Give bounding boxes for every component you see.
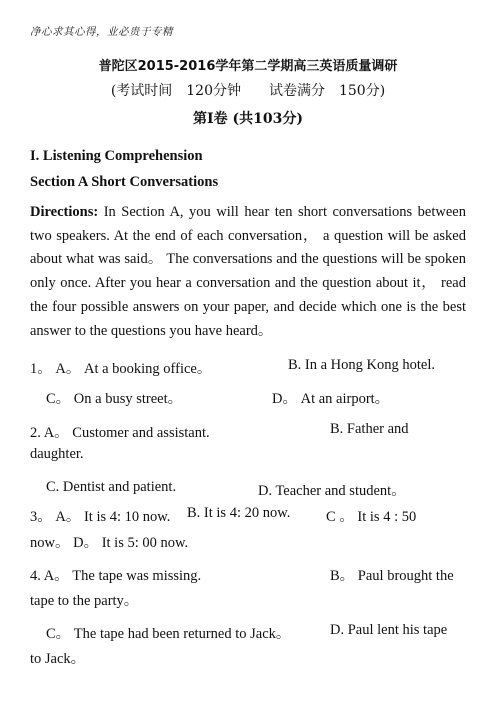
q4-option-a: 4. A。 The tape was missing. xyxy=(30,568,202,584)
q3-option-d: now。 D。 It is 5: 00 now. xyxy=(30,535,189,551)
q4-option-c: C。 The tape had been returned to Jack。 xyxy=(46,626,291,642)
q1-option-c: C。 On a busy street。 xyxy=(46,391,183,407)
q3-option-c: C 。 It is 4 : 50 xyxy=(326,509,417,525)
q2-option-c: C. Dentist and patient. xyxy=(46,479,177,495)
q4-option-b-continued: tape to the party。 xyxy=(30,593,139,609)
directions-label: Directions: xyxy=(30,204,99,220)
q2-option-b-continued: daughter. xyxy=(30,446,84,462)
q1-option-b: B. In a Hong Kong hotel. xyxy=(288,357,435,373)
q2-option-a: 2. A。 Customer and assistant. xyxy=(30,425,210,441)
header-motto: 净心求其心得，业必贵于专精 xyxy=(30,26,173,38)
q1-option-a: 1。 A。 At a booking office。 xyxy=(30,361,212,377)
q3-option-a: 3。 A。 It is 4: 10 now. xyxy=(30,509,171,525)
part-heading: I. Listening Comprehension xyxy=(30,148,203,164)
directions-text: In Section A, you will hear ten short conversations between two speakers. At the end of each conversation， a question will be asked about what was said。 The conversations and the questions will be spoken only once. After you hear a conversation and the question about it， read the four possible answers on your paper, and decide which one is the best answer to the questions you have heard。 xyxy=(30,204,466,339)
q2-option-b: B. Father and xyxy=(330,421,409,437)
q4-option-b: B。 Paul brought the xyxy=(330,568,454,584)
exam-title: 普陀区2015-2016学年第二学期高三英语质量调研 xyxy=(98,59,398,74)
section-heading: Section A Short Conversations xyxy=(30,174,219,190)
part-title: 第I卷 (共103分) xyxy=(193,111,303,127)
q3-option-b: B. It is 4: 20 now. xyxy=(187,505,291,521)
q2-option-d: D. Teacher and student。 xyxy=(258,483,406,499)
q4-option-d: D. Paul lent his tape xyxy=(330,622,448,638)
directions-paragraph xyxy=(30,201,466,343)
exam-info: (考试时间 120分钟 试卷满分 150分) xyxy=(110,83,386,99)
q4-option-d-continued: to Jack。 xyxy=(30,651,86,667)
q1-option-d: D。 At an airport。 xyxy=(272,391,390,407)
